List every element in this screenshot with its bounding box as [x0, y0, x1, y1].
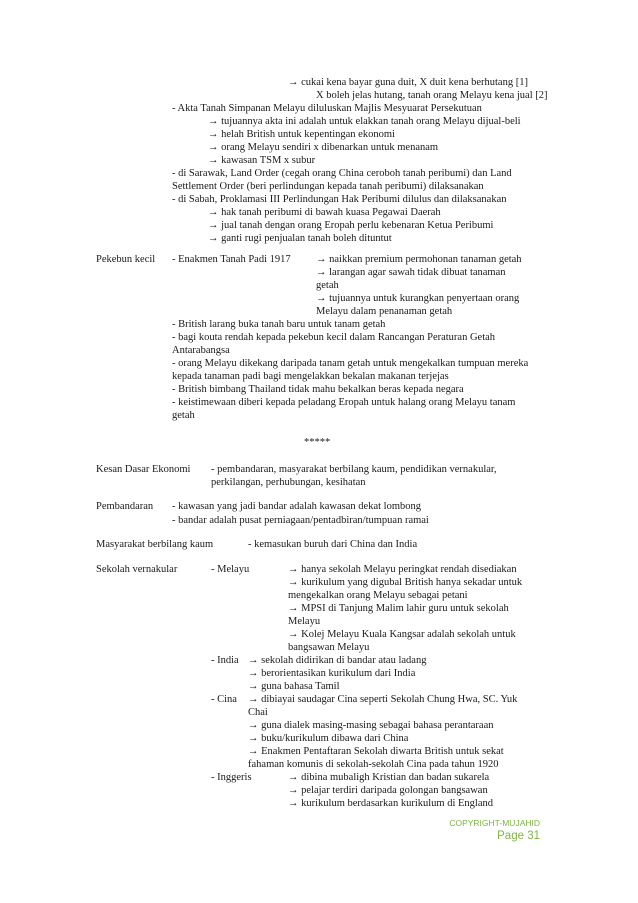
text-line: → tujuannya untuk kurangkan penyertaan orang — [316, 293, 520, 304]
text-line: → helah British untuk kepentingan ekonomi — [208, 129, 395, 140]
text-line: getah — [172, 410, 195, 421]
text-line: → guna bahasa Tamil — [248, 681, 340, 692]
text-line: → kurikulum berdasarkan kurikulum di England — [288, 798, 494, 809]
text-line: → dibiayai saudagar Cina seperti Sekolah Chung Hwa, SC. Yuk — [248, 694, 518, 705]
text-line: → larangan agar sawah tidak dibuat tanaman — [316, 267, 506, 278]
text-line: → kawasan TSM x subur — [208, 155, 316, 166]
text-line: - British bimbang Thailand tidak mahu bekalkan beras kepada negara — [172, 384, 464, 395]
text-line: - orang Melayu dikekang daripada tanam getah untuk mengekalkan tumpuan mereka — [172, 358, 529, 369]
text-line: → hanya sekolah Melayu peringkat rendah disediakan — [288, 564, 517, 575]
school-type-label: - Inggeris — [211, 772, 252, 783]
text-line: → guna dialek masing-masing sebagai bahasa perantaraan — [248, 720, 494, 731]
text-line: → Enakmen Pentaftaran Sekolah diwarta British untuk sekat — [248, 746, 504, 757]
text-line: perkilangan, perhubungan, kesihatan — [211, 477, 366, 488]
text-line: - Akta Tanah Simpanan Melayu diluluskan Majlis Mesyuarat Persekutuan — [172, 103, 482, 114]
text-line: - kemasukan buruh dari China dan India — [248, 539, 418, 550]
text-line: → sekolah didirikan di bandar atau ladang — [248, 655, 427, 666]
text-line: → buku/kurikulum dibawa dari China — [248, 733, 409, 744]
section-heading: Pembandaran — [96, 501, 154, 512]
section-heading: Kesan Dasar Ekonomi — [96, 464, 191, 475]
text-line: X boleh jelas hutang, tanah orang Melayu kena jual [2] — [316, 90, 548, 101]
text-line: kepada tanaman padi bagi mengelakkan bekalan makanan terjejas — [172, 371, 449, 382]
text-line: - keistimewaan diberi kepada peladang Eropah untuk halang orang Melayu tanam — [172, 397, 516, 408]
text-line: - bandar adalah pusat perniagaan/pentadbiran/tumpuan ramai — [172, 515, 429, 526]
text-line: → Kolej Melayu Kuala Kangsar adalah sekolah untuk — [288, 629, 516, 640]
text-line: → pelajar terdiri daripada golongan bangsawan — [288, 785, 488, 796]
text-line: → tujuannya akta ini adalah untuk elakkan tanah orang Melayu dijual-beli — [208, 116, 521, 127]
text-line: - di Sabah, Proklamasi III Perlindungan Hak Peribumi dilulus dan dilaksanakan — [172, 194, 507, 205]
section-separator: ***** — [304, 437, 331, 448]
section-heading: Masyarakat berbilang kaum — [96, 539, 214, 550]
page-number: Page 31 — [497, 830, 540, 842]
text-line: → dibina mubaligh Kristian dan badan sukarela — [288, 772, 490, 783]
text-line: - British larang buka tanah baru untuk tanam getah — [172, 319, 386, 330]
text-line: mengekalkan orang Melayu sebagai petani — [288, 590, 468, 601]
text-line: Melayu dalam penanaman getah — [316, 306, 453, 317]
text-line: - bagi kouta rendah kepada pekebun kecil dalam Rancangan Peraturan Getah — [172, 332, 496, 343]
section-heading: Sekolah vernakular — [96, 564, 178, 575]
text-line: - kawasan yang jadi bandar adalah kawasan dekat lombong — [172, 501, 421, 512]
text-line: → orang Melayu sendiri x dibenarkan untuk menanam — [208, 142, 439, 153]
text-line: → ganti rugi penjualan tanah boleh dituntut — [208, 233, 392, 244]
text-line: bangsawan Melayu — [288, 642, 370, 653]
text-line: → MPSI di Tanjung Malim lahir guru untuk sekolah — [288, 603, 509, 614]
text-line: Settlement Order (beri perlindungan kepada tanah peribumi) dilaksanakan — [172, 181, 484, 192]
text-line: → cukai kena bayar guna duit, X duit kena berhutang [1] — [288, 77, 528, 88]
text-line: Antarabangsa — [172, 345, 230, 356]
text-line: - di Sarawak, Land Order (cegah orang China ceroboh tanah peribumi) dan Land — [172, 168, 512, 179]
text-line: Chai — [248, 707, 268, 718]
text-line: Melayu — [288, 616, 321, 627]
copyright-text: COPYRIGHT-MUJAHID — [449, 818, 540, 828]
school-type-label: - India — [211, 655, 239, 666]
text-line: - pembandaran, masyarakat berbilang kaum, pendidikan vernakular, — [211, 464, 497, 475]
school-type-label: - Melayu — [211, 564, 250, 575]
text-line: → kurikulum yang digubal British hanya sekadar untuk — [288, 577, 523, 588]
text-line: - Enakmen Tanah Padi 1917 — [172, 254, 291, 265]
section-heading: Pekebun kecil — [96, 254, 156, 265]
school-type-label: - Cina — [211, 694, 237, 705]
text-line: getah — [316, 280, 339, 291]
text-line: → naikkan premium permohonan tanaman getah — [316, 254, 522, 265]
text-line: → hak tanah peribumi di bawah kuasa Pegawai Daerah — [208, 207, 441, 218]
text-line: fahaman komunis di sekolah-sekolah Cina pada tahun 1920 — [248, 759, 499, 770]
text-line: → jual tanah dengan orang Eropah perlu kebenaran Ketua Peribumi — [208, 220, 494, 231]
text-line: → berorientasikan kurikulum dari India — [248, 668, 416, 679]
